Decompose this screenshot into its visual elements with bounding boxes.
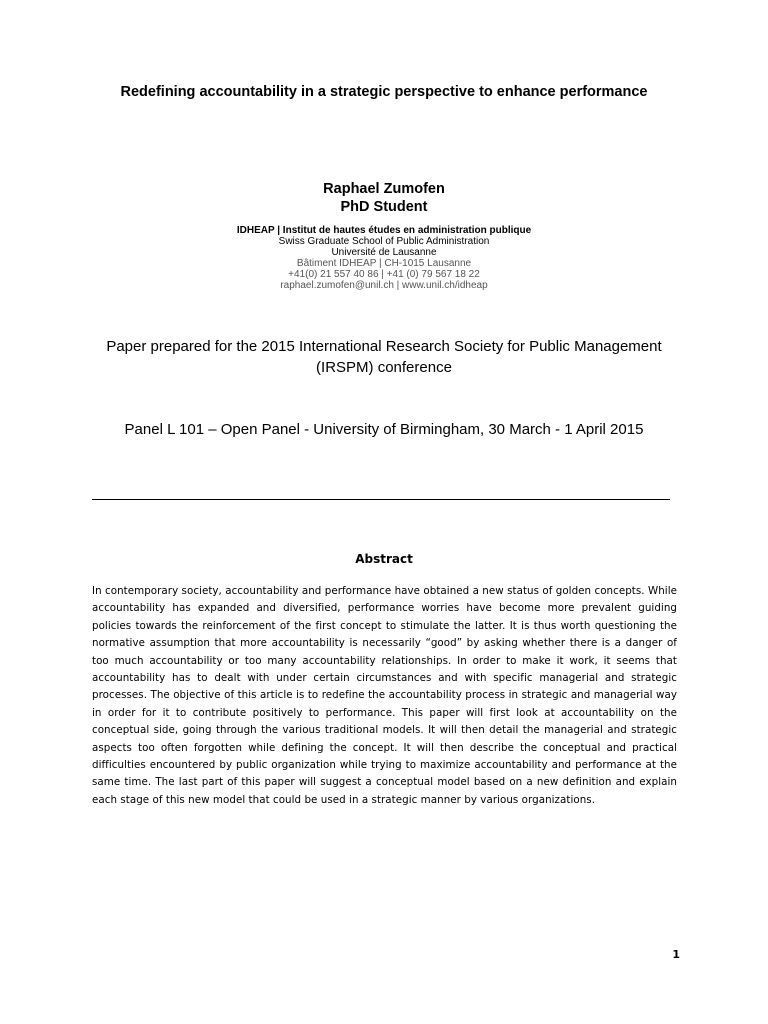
paper-title: Redefining accountability in a strategic perspective to enhance performance <box>120 84 648 100</box>
author-role: PhD Student <box>340 199 428 215</box>
affiliation-contact: raphael.zumofen@unil.ch | www.unil.ch/idheap <box>280 280 488 291</box>
panel-line: Panel L 101 – Open Panel - University of Birmingham, 30 March - 1 April 2015 <box>124 421 644 438</box>
abstract-text: In contemporary society, accountability and performance have obtained a new status of golden concepts. While accountability has expanded and diversified, performance worries have become more prevalent guiding policies towards the reinforcement of the first concept to stimulate the latter. It is thus worth questioning the normative assumption that more accountability is necessarily “good” by asking whether there is a danger of too much accountability or too many accountability relationships. In order to make it work, it seems that accountability has to dealt with under certain circumstances and with specific managerial and strategic processes. The objective of this article is to redefine the accountability process in strategic and managerial way in order for it to contribute positively to performance. This paper will first look at accountability on the conceptual side, going through the various traditional models. It will then detail the managerial and strategic aspects too often forgotten while defining the concept. It will then describe the conceptual and practical difficulties encountered by public organization while trying to maximize accountability and performance at the same time. The last part of this paper will suggest a conceptual model based on a new definition and explain each stage of this new model that could be used in a strategic manner by various organizations. <box>92 585 677 806</box>
conference-line: Paper prepared for the 2015 International Research Society for Public Management (IRSPM) conference <box>106 338 662 376</box>
affiliation-block <box>0 225 768 291</box>
affiliation-address: Bâtiment IDHEAP | CH-1015 Lausanne <box>296 258 472 269</box>
author-block <box>0 180 768 216</box>
affiliation-institute: IDHEAP | Institut de hautes études en administration publique <box>236 225 532 236</box>
page-number: 1 <box>672 948 680 961</box>
affiliation-phone: +41(0) 21 557 40 86 | +41 (0) 79 567 18 22 <box>288 269 480 280</box>
abstract-heading: Abstract <box>355 552 413 566</box>
affiliation-school: Swiss Graduate School of Public Administration <box>278 236 490 247</box>
horizontal-rule <box>92 499 670 500</box>
author-name: Raphael Zumofen <box>323 181 445 197</box>
affiliation-university: Université de Lausanne <box>331 247 437 258</box>
